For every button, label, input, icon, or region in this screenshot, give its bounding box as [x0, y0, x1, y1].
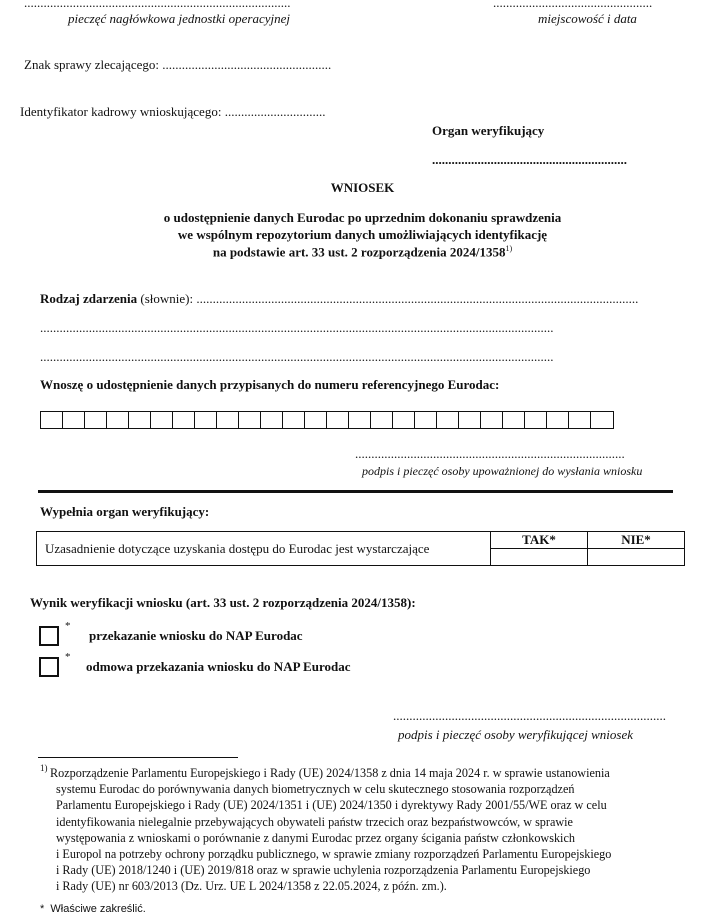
reference-digit-box[interactable] — [41, 412, 63, 428]
reference-digit-box[interactable] — [173, 412, 195, 428]
case-sign-dots[interactable]: .................................................... — [162, 57, 332, 72]
footnote-text — [50, 765, 680, 895]
incident-label-bold: Rodzaj zdarzenia — [40, 291, 138, 306]
footnote-line: występowania z wnioskami o porównanie z danymi Eurodac przez organy ścigania państw członkowskich — [56, 830, 575, 845]
document-heading: WNIOSEK — [330, 180, 395, 195]
refusal-asterisk: * — [65, 651, 71, 663]
reference-digit-box[interactable] — [85, 412, 107, 428]
reference-digit-box[interactable] — [415, 412, 437, 428]
strike-note-marker: * — [40, 903, 45, 915]
column-yes: TAK* — [491, 532, 588, 549]
footnote-line: i Rady (UE) nr 603/2013 (Dz. Urz. UE L 2024/1358 z 22.05.2024, z późn. zm.). — [56, 879, 447, 894]
footnote-line: i Rady (UE) 2018/1240 i (UE) 2019/818 oraz w sprawie uchylenia rozporządzenia Parlamentu Europejskiego — [56, 863, 591, 878]
result-heading: Wynik weryfikacji wniosku (art. 33 ust. 2 rozporządzenia 2024/1358): — [30, 595, 416, 610]
reference-digit-box[interactable] — [459, 412, 481, 428]
footnote-line: identyfikowania nielegalnie przebywających obywateli państw trzecich oraz bezpaństwowców, w sprawie — [56, 814, 573, 829]
header-stamp-caption: pieczęć nagłówkowa jednostki operacyjnej — [68, 11, 291, 26]
refusal-option-label: odmowa przekazania wniosku do NAP Eurodac — [86, 659, 351, 674]
reference-digit-box[interactable] — [525, 412, 547, 428]
column-no: NIE* — [588, 532, 685, 549]
verifying-authority-label: Organ weryfikujący — [432, 123, 545, 138]
case-sign-field — [24, 57, 331, 73]
reference-digit-box[interactable] — [305, 412, 327, 428]
sender-signature-dots[interactable]: ................................................................................... — [355, 446, 625, 461]
document-title-line-3-wrap — [0, 244, 725, 260]
reference-digit-box[interactable] — [107, 412, 129, 428]
reference-digit-box[interactable] — [63, 412, 85, 428]
verifying-authority-dots[interactable]: ............................................................ — [432, 152, 627, 167]
transfer-asterisk: * — [65, 620, 71, 632]
reference-digit-box[interactable] — [547, 412, 569, 428]
reference-digit-box[interactable] — [503, 412, 525, 428]
transfer-checkbox[interactable] — [39, 626, 59, 646]
reference-digit-box[interactable] — [481, 412, 503, 428]
footnote-line: i Europol na potrzeby ochrony porządku publicznego, w sprawie zmiany rozporządzeń Parlamentu Europejskiego — [56, 847, 612, 862]
document-title-line-3: na podstawie art. 33 ust. 2 rozporządzenia 2024/1358 — [212, 244, 506, 260]
personnel-id-label: Identyfikator kadrowy wnioskującego: — [20, 104, 222, 119]
reference-digit-box[interactable] — [327, 412, 349, 428]
section-divider — [38, 490, 673, 493]
header-place-date-caption: miejscowość i data — [538, 11, 637, 26]
personnel-id-dots[interactable]: ............................... — [224, 104, 326, 119]
reference-digit-box[interactable] — [349, 412, 371, 428]
footnote-marker: 1) — [40, 763, 48, 773]
reference-digit-box[interactable] — [195, 412, 217, 428]
transfer-option-label: przekazanie wniosku do NAP Eurodac — [89, 628, 303, 643]
sender-signature-caption: podpis i pieczęć osoby upoważnionej do wysłania wniosku — [362, 464, 643, 478]
incident-field — [40, 291, 638, 307]
strike-note — [40, 903, 146, 915]
reference-digit-box[interactable] — [129, 412, 151, 428]
reference-digit-box[interactable] — [239, 412, 261, 428]
document-title-line-2: we wspólnym repozytorium danych umożliwiających identyfikację — [177, 227, 548, 242]
reference-digit-box[interactable] — [591, 412, 613, 428]
incident-dots-3[interactable]: .............................................................................................................................................................. — [40, 349, 554, 364]
justification-label: Uzasadnienie dotyczące uzyskania dostępu do Eurodac jest wystarczające — [37, 532, 491, 566]
case-sign-label: Znak sprawy zlecającego: — [24, 57, 159, 72]
footnote-line: systemu Eurodac do porównywania danych biometrycznych w celu skutecznego stosowania rozporządzeń — [56, 782, 575, 797]
title-footnote-ref: 1) — [505, 244, 513, 253]
eurodac-reference-number-grid — [40, 411, 614, 429]
footnote-separator — [38, 757, 238, 758]
reference-digit-box[interactable] — [437, 412, 459, 428]
reference-digit-box[interactable] — [393, 412, 415, 428]
reference-digit-box[interactable] — [151, 412, 173, 428]
verify-section-heading: Wypełnia organ weryfikujący: — [40, 504, 210, 519]
verification-table — [36, 531, 685, 566]
incident-dots-2[interactable]: .............................................................................................................................................................. — [40, 320, 554, 335]
no-cell[interactable] — [588, 549, 685, 566]
reference-digit-box[interactable] — [371, 412, 393, 428]
footnote-line: Parlamentu Europejskiego i Rady (UE) 2024/1351 i (UE) 2024/1350 i dyrektywy Rady 2001/55/WE oraz w celu — [56, 798, 607, 813]
incident-dots-1[interactable]: ........................................................................................................................................ — [196, 291, 639, 306]
verifier-signature-dots[interactable]: .................................................................................... — [393, 708, 666, 723]
refusal-checkbox[interactable] — [39, 657, 59, 677]
document-title-line-1: o udostępnienie danych Eurodac po uprzednim dokonaniu sprawdzenia — [163, 210, 562, 225]
footnote-line: Rozporządzenie Parlamentu Europejskiego i Rady (UE) 2024/1358 z dnia 14 maja 2024 r. w sprawie ustanowienia — [50, 766, 610, 780]
yes-cell[interactable] — [491, 549, 588, 566]
reference-digit-box[interactable] — [217, 412, 239, 428]
request-line: Wnoszę o udostępnienie danych przypisanych do numeru referencyjnego Eurodac: — [40, 377, 500, 392]
reference-digit-box[interactable] — [569, 412, 591, 428]
strike-note-text: Właściwe zakreślić. — [50, 903, 146, 915]
reference-digit-box[interactable] — [283, 412, 305, 428]
reference-digit-box[interactable] — [261, 412, 283, 428]
header-stamp-dots[interactable]: .................................................................................. — [24, 0, 291, 10]
verifier-signature-caption: podpis i pieczęć osoby weryfikującej wniosek — [398, 727, 634, 742]
personnel-id-field — [20, 104, 325, 120]
header-place-date-dots[interactable]: ................................................. — [493, 0, 653, 10]
incident-label-rest: (słownie): — [137, 291, 197, 306]
